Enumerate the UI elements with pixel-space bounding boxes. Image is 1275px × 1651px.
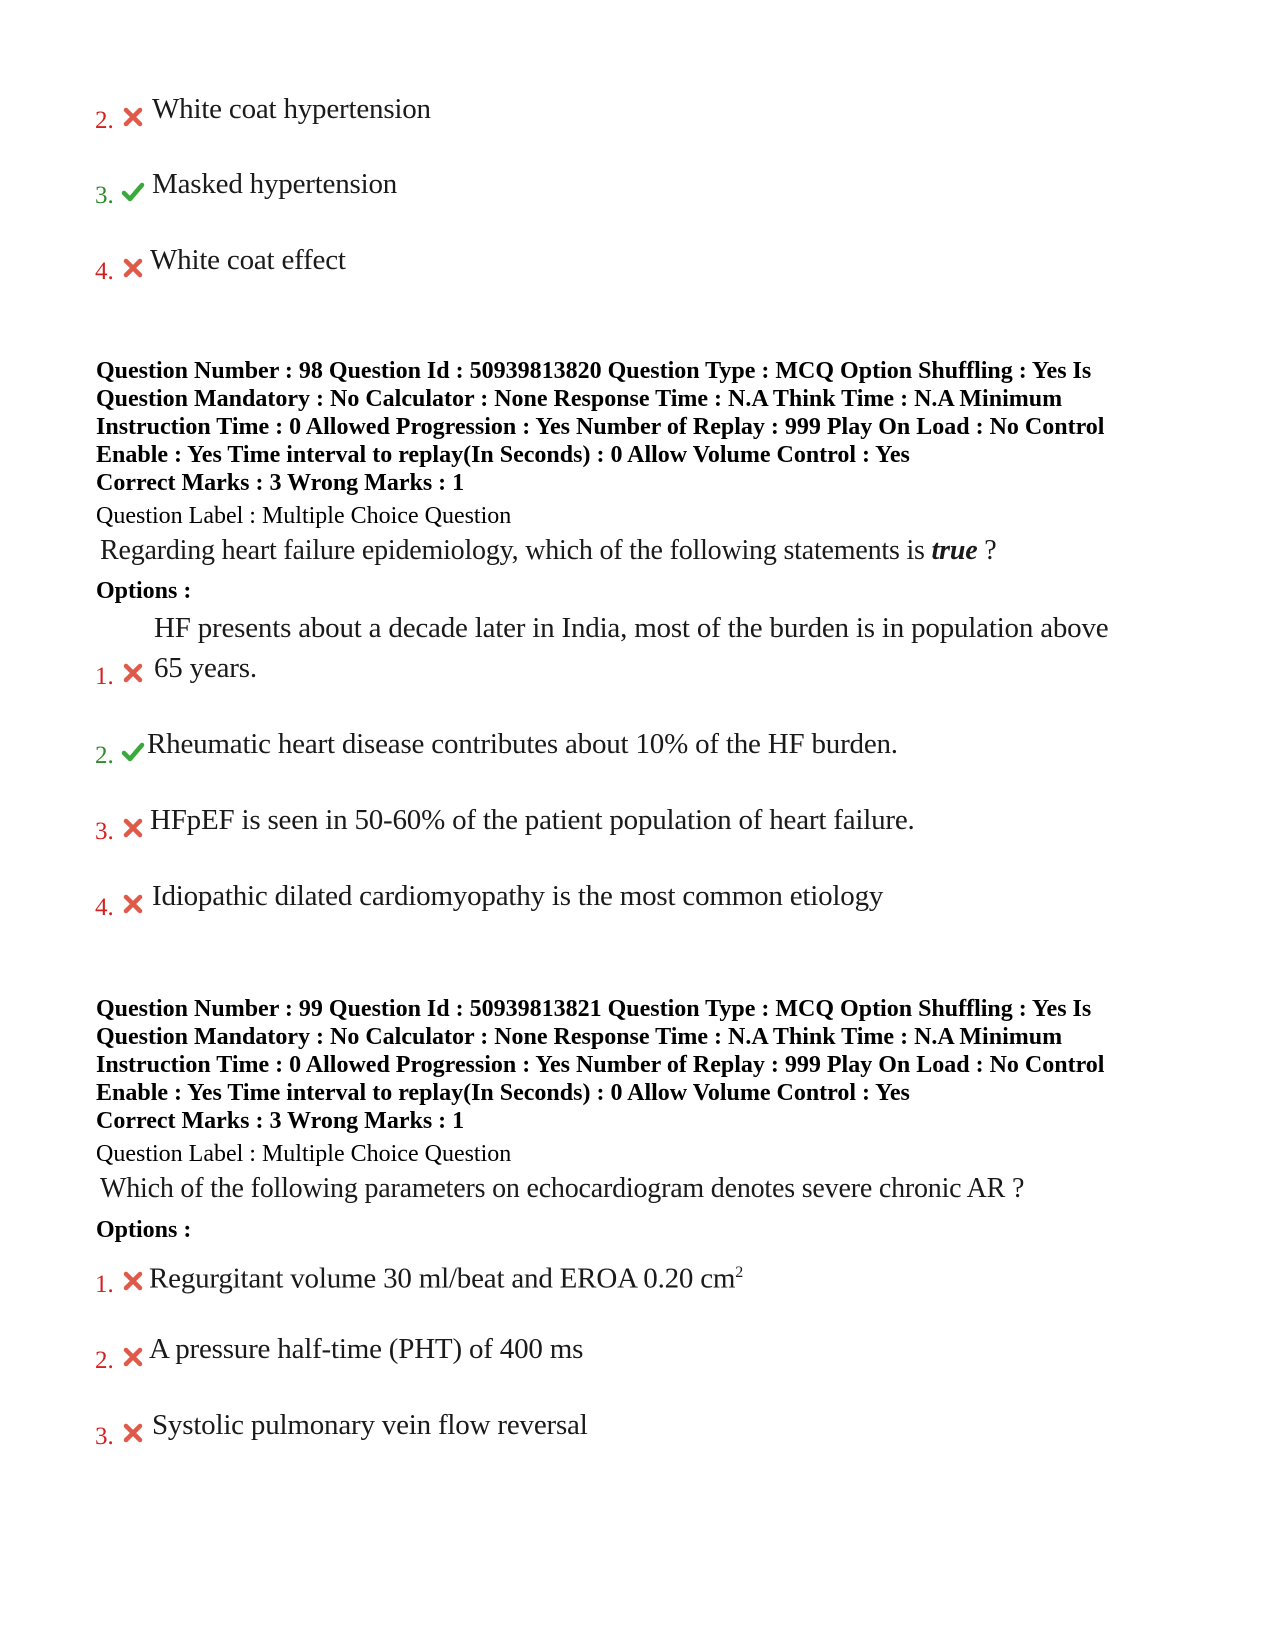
option-number: 1. (95, 1271, 114, 1298)
option-text: White coat effect (150, 244, 346, 276)
superscript: 2 (735, 1264, 744, 1281)
checkmark-icon (121, 740, 145, 764)
option-text: HFpEF is seen in 50-60% of the patient population of heart failure. (150, 804, 915, 836)
question-98-text (100, 535, 996, 567)
cross-icon (121, 816, 145, 840)
option-number: 2. (95, 742, 114, 769)
meta-line: Question Mandatory : No Calculator : None Response Time : N.A Think Time : N.A Minimum (96, 386, 1063, 412)
option-number: 4. (95, 894, 114, 921)
question-98-marks: Correct Marks : 3 Wrong Marks : 1 (96, 470, 465, 496)
question-99-meta (96, 995, 1196, 1107)
meta-line: Enable : Yes Time interval to replay(In Seconds) : 0 Allow Volume Control : Yes (96, 442, 910, 468)
checkmark-icon (121, 180, 145, 204)
option-text: A pressure half-time (PHT) of 400 ms (149, 1333, 584, 1365)
meta-line: Enable : Yes Time interval to replay(In Seconds) : 0 Allow Volume Control : Yes (96, 1080, 910, 1106)
question-emphasis: true (931, 535, 978, 566)
option-number: 4. (95, 258, 114, 285)
option-number: 3. (95, 1423, 114, 1450)
options-header: Options : (96, 1217, 192, 1243)
option-text: Idiopathic dilated cardiomyopathy is the most common etiology (152, 880, 884, 912)
question-text-part: ? (984, 535, 997, 566)
question-text-part: Regarding heart failure epidemiology, which of the following statements is (100, 535, 925, 566)
option-number: 2. (95, 107, 114, 134)
cross-icon (121, 256, 145, 280)
cross-icon (121, 661, 145, 685)
question-99-marks: Correct Marks : 3 Wrong Marks : 1 (96, 1108, 465, 1134)
option-text: Masked hypertension (152, 168, 398, 200)
cross-icon (121, 1421, 145, 1445)
option-text: Rheumatic heart disease contributes about 10% of the HF burden. (147, 728, 898, 760)
cross-icon (121, 1345, 145, 1369)
meta-line: Question Number : 99 Question Id : 50939813821 Question Type : MCQ Option Shuffling : Yes Is (96, 996, 1092, 1022)
meta-line: Question Number : 98 Question Id : 50939813820 Question Type : MCQ Option Shuffling : Yes Is (96, 358, 1092, 384)
question-98-meta (96, 357, 1196, 469)
option-text: White coat hypertension (152, 93, 431, 125)
meta-line: Question Mandatory : No Calculator : None Response Time : N.A Think Time : N.A Minimum (96, 1024, 1063, 1050)
option-number: 3. (95, 818, 114, 845)
cross-icon (121, 105, 145, 129)
option-number: 1. (95, 663, 114, 690)
option-text: HF presents about a decade later in India, most of the burden is in population above (154, 612, 1109, 644)
cross-icon (121, 1269, 145, 1293)
question-98-label: Question Label : Multiple Choice Question (96, 503, 512, 529)
option-text (149, 1253, 743, 1299)
question-99-text: Which of the following parameters on echocardiogram denotes severe chronic AR ? (100, 1173, 1025, 1204)
option-number: 2. (95, 1347, 114, 1374)
option-text: Systolic pulmonary vein flow reversal (152, 1409, 588, 1441)
meta-line: Instruction Time : 0 Allowed Progression : Yes Number of Replay : 999 Play On Load : No Control (96, 1052, 1105, 1078)
options-header: Options : (96, 578, 192, 604)
option-text-main: Regurgitant volume 30 ml/beat and EROA 0.20 cm (149, 1262, 736, 1295)
option-number: 3. (95, 182, 114, 209)
cross-icon (121, 892, 145, 916)
meta-line: Instruction Time : 0 Allowed Progression : Yes Number of Replay : 999 Play On Load : No Control (96, 414, 1105, 440)
question-99-label: Question Label : Multiple Choice Question (96, 1141, 512, 1167)
option-text: 65 years. (154, 652, 257, 684)
